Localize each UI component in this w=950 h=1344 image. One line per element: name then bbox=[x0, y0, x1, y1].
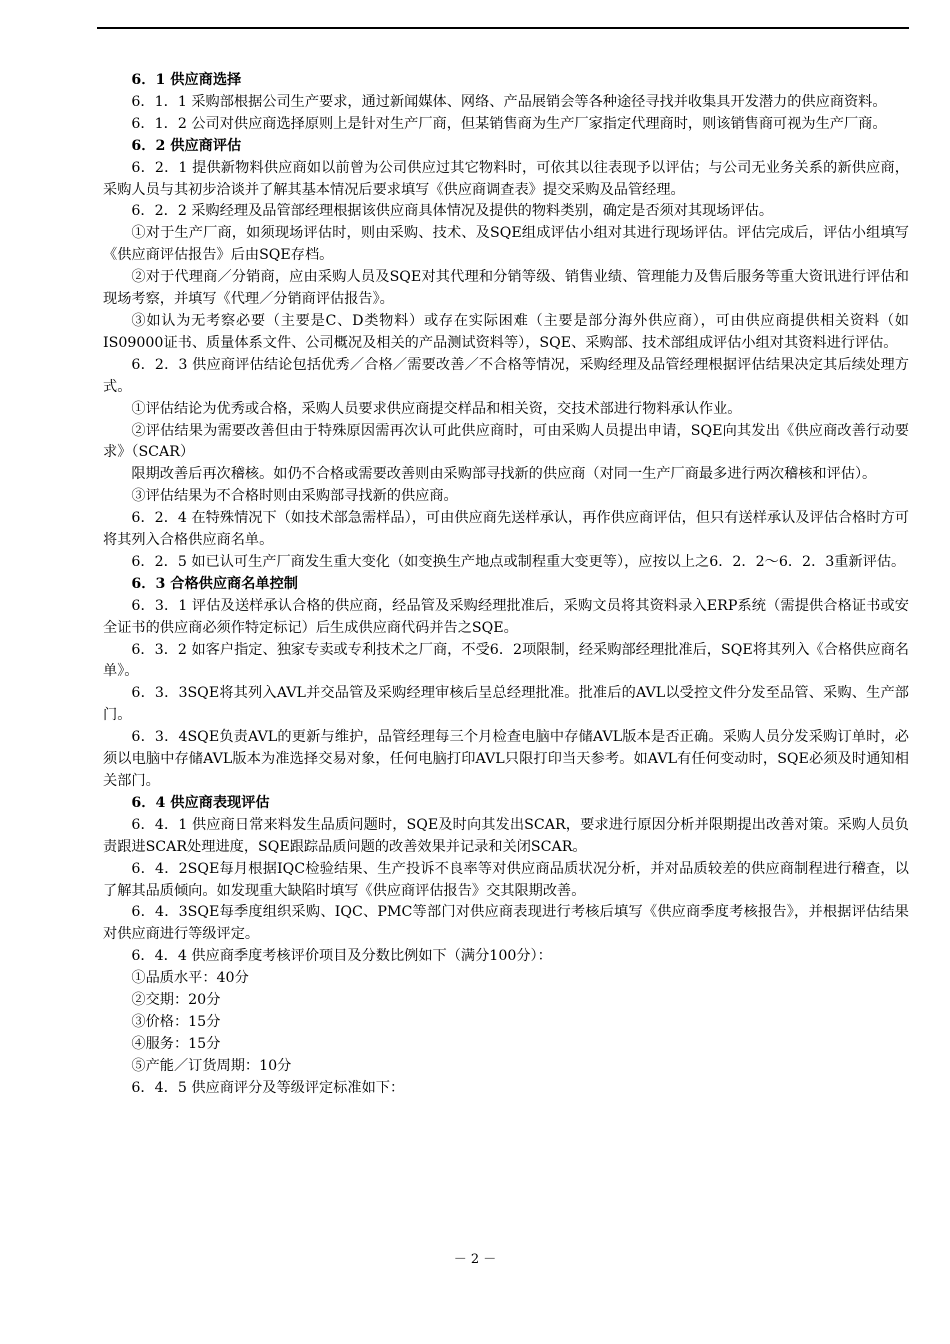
paragraph: 6．3．4SQE负责AVL的更新与维护，品管经理每三个月检查电脑中存储AVL版本是否正确。采购人员分发采购订单时，必须以电脑中存储AVL版本为准选择交易对象，任何电脑打印AVL只限打印当天参考。如AVL有任何变动时，SQE必须及时通知相关部门。 bbox=[103, 729, 909, 789]
paragraph: 6．4．4 供应商季度考核评价项目及分数比例如下（满分100分）： bbox=[131, 948, 552, 965]
paragraph: ①对于生产厂商，如须现场评估时，则由采购、技术、及SQE组成评估小组对其进行现场评估。评估完成后，评估小组填写《供应商评估报告》后由SQE存档。 bbox=[103, 225, 909, 264]
paragraph: ③价格：15分 bbox=[131, 1013, 221, 1030]
section-heading: 6．1 供应商选择 bbox=[131, 72, 242, 88]
paragraph: 6．1．1 采购部根据公司生产要求，通过新闻媒体、网络、产品展销会等各种途径寻找并收集具开发潜力的供应商资料。 bbox=[131, 93, 887, 110]
section-heading: 6．3 合格供应商名单控制 bbox=[131, 575, 298, 592]
paragraph: 6．3．2 如客户指定、独家专卖或专利技术之厂商，不受6．2项限制，经采购部经理批准后，SQE将其列入《合格供应商名单》。 bbox=[103, 641, 909, 680]
paragraph: 6．4．3SQE每季度组织采购、IQC、PMC等部门对供应商表现进行考核后填写《供应商季度考核报告》，并根据评估结果对供应商进行等级评定。 bbox=[103, 904, 909, 943]
paragraph: 6．1．2 公司对供应商选择原则上是针对生产厂商，但某销售商为生产厂家指定代理商时，则该销售商可视为生产厂商。 bbox=[131, 115, 887, 132]
paragraph: ①评估结论为优秀或合格，采购人员要求供应商提交样品和相关资，交技术部进行物料承认作业。 bbox=[131, 400, 742, 417]
paragraph: 6．4．2SQE每月根据IQC检验结果、生产投诉不良率等对供应商品质状况分析，并对品质较差的供应商制程进行稽查，以了解其品质倾向。如发现重大缺陷时填写《供应商评估报告》交其限期改善。 bbox=[103, 860, 909, 899]
paragraph: ⑤产能／订货周期：10分 bbox=[131, 1057, 292, 1074]
document-body bbox=[103, 70, 909, 1100]
paragraph: 6．3．3SQE将其列入AVL并交品管及采购经理审核后呈总经理批准。批准后的AVL以受控文件分发至品管、采购、生产部门。 bbox=[103, 685, 909, 724]
paragraph: 6．2．3 供应商评估结论包括优秀／合格／需要改善／不合格等情况，采购经理及品管经理根据评估结果决定其后续处理方式。 bbox=[103, 356, 909, 395]
paragraph: 6．2．4 在特殊情况下（如技术部急需样品），可由供应商先送样承认，再作供应商评估，但只有送样承认及评估合格时方可将其列入合格供应商名单。 bbox=[103, 510, 909, 549]
paragraph: 6．3．1 评估及送样承认合格的供应商，经品管及采购经理批准后，采购文员将其资料录入ERP系统（需提供合格证书或安全证书的供应商必须作特定标记）后生成供应商代码并告之SQE。 bbox=[103, 597, 909, 636]
paragraph: 6．4．1 供应商日常来料发生品质问题时，SQE及时向其发出SCAR，要求进行原因分析并限期提出改善对策。采购人员负责跟进SCAR处理进度，SQE跟踪品质问题的改善效果并记录和关闭SCAR。 bbox=[103, 816, 909, 855]
page-number: － 2 － bbox=[453, 1252, 497, 1267]
paragraph: 6．4．5 供应商评分及等级评定标准如下： bbox=[131, 1079, 405, 1096]
paragraph: ④服务：15分 bbox=[131, 1035, 221, 1052]
paragraph: ③评估结果为不合格时则由采购部寻找新的供应商。 bbox=[131, 488, 458, 505]
paragraph: 6．2．2 采购经理及品管部经理根据该供应商具体情况及提供的物料类别，确定是否须对其现场评估。 bbox=[131, 203, 774, 220]
paragraph: 限期改善后再次稽核。如仍不合格或需要改善则由采购部寻找新的供应商（对同一生产厂商最多进行两次稽核和评估）。 bbox=[131, 466, 877, 483]
paragraph: 6．2．5 如已认可生产厂商发生重大变化（如变换生产地点或制程重大变更等），应按以上之6．2．2～6．2．3重新评估。 bbox=[131, 553, 906, 570]
paragraph: ①品质水平：40分 bbox=[131, 970, 249, 987]
paragraph: 6．2．1 提供新物料供应商如以前曾为公司供应过其它物料时，可依其以往表现予以评估；与公司无业务关系的新供应商，采购人员与其初步洽谈并了解其基本情况后要求填写《供应商调查表》提交采购及品管经理。 bbox=[103, 159, 909, 198]
paragraph: ③如认为无考察必要（主要是C、D类物料）或存在实际困难（主要是部分海外供应商），可由供应商提供相关资料（如IS09000证书、质量体系文件、公司概况及相关的产品测试资料等），SQE、采购部、技术部组成评估小组对其资料进行评估。 bbox=[103, 312, 909, 351]
paragraph: ②评估结果为需要改善但由于特殊原因需再次认可此供应商时，可由采购人员提出申请，SQE向其发出《供应商改善行动要求》（SCAR） bbox=[103, 422, 909, 461]
paragraph: ②交期：20分 bbox=[131, 992, 221, 1009]
section-heading: 6．4 供应商表现评估 bbox=[131, 794, 270, 811]
paragraph: ②对于代理商／分销商，应由采购人员及SQE对其代理和分销等级、销售业绩、管理能力及售后服务等重大资讯进行评估和现场考察，并填写《代理／分销商评估报告》。 bbox=[103, 269, 909, 308]
header-rule bbox=[97, 27, 909, 29]
section-heading: 6．2 供应商评估 bbox=[131, 137, 242, 154]
